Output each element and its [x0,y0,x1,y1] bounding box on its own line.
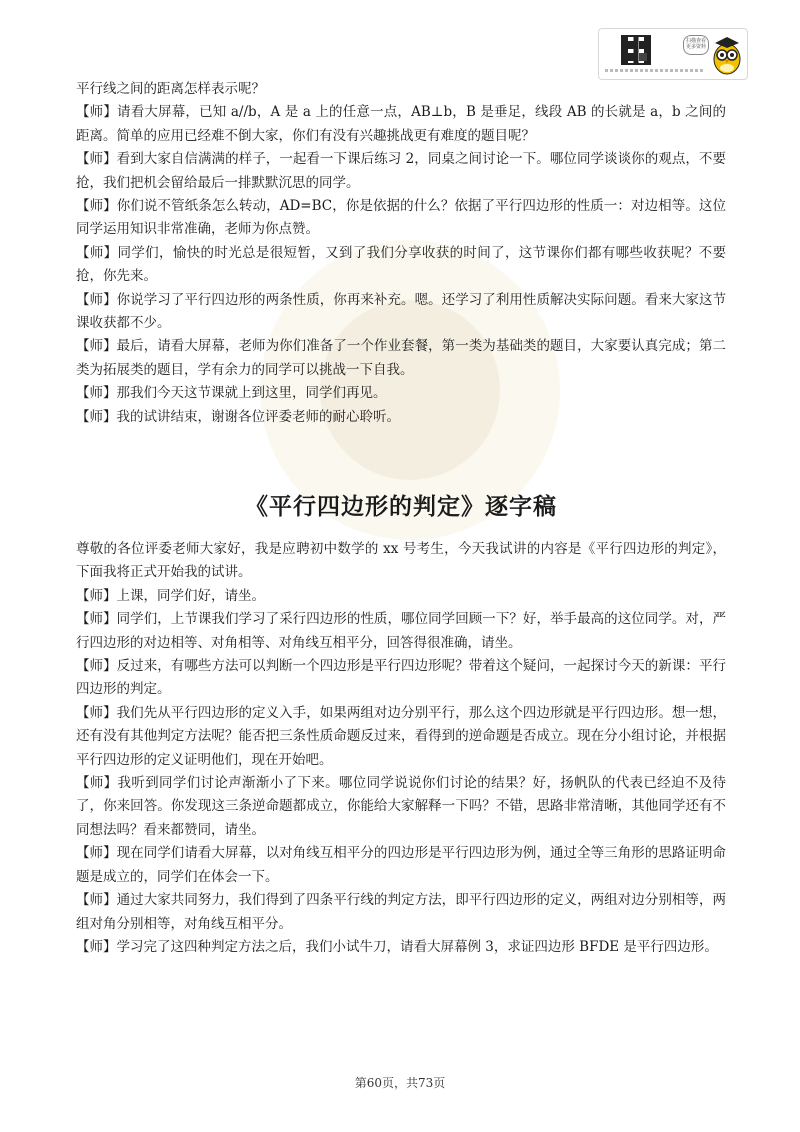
paragraph: 【师】反过来，有哪些方法可以判断一个四边形是平行四边形呢？带着这个疑问，一起探讨今天的新课：平行四边形的判定。 [76,658,726,698]
paragraph: 【师】学习完了这四种判定方法之后，我们小试牛刀，请看大屏幕例 3，求证四边形 BFDE 是平行四边形。 [76,938,718,955]
header-logo-block [598,28,748,80]
paragraph: 【师】上课，同学们好，请坐。 [76,587,265,604]
paragraph: 【师】请看大屏幕，已知 a//b，A 是 a 上的任意一点，AB⊥b，B 是垂足，线段 AB 的长就是 a，b 之间的距离。简单的应用已经难不倒大家，你们有没有兴趣挑战更有难度的题目呢？ [76,104,726,144]
top-text-block [76,78,726,429]
paragraph: 【师】看到大家自信满满的样子，一起看一下课后练习 2，同桌之间讨论一下。哪位同学谈谈你的观点，不要抢，我们把机会留给最后一排默默沉思的同学。 [76,151,726,191]
paragraph: 【师】我们先从平行四边形的定义入手，如果两组对边分别平行，那么这个四边形就是平行四边形。想一想，还有没有其他判定方法呢？能否把三条性质命题反过来，看得到的逆命题是否成立。现在分小组讨论，并根据平行四边形的定义证明他们，现在开始吧。 [76,704,726,768]
paragraph: 【师】通过大家共同努力，我们得到了四条平行线的判定方法，即平行四边形的定义，两组对边分别相等，两组对角分别相等，对角线互相平分。 [76,892,726,932]
paragraph: 【师】同学们，上节课我们学习了采行四边形的性质，哪位同学回顾一下？好，举手最高的这位同学。对，严行四边形的对边相等、对角相等、对角线互相平分，回答得很准确，请坐。 [76,611,726,651]
paragraph: 【师】同学们，愉快的时光总是很短暂，又到了我们分享收获的时间了，这节课你们都有哪些收获呢？不要抢，你先来。 [76,244,726,285]
logo-tagline [605,69,705,72]
owl-mascot-icon [711,33,743,75]
paragraph: 【师】我听到同学们讨论声渐渐小了下来。哪位同学说说你们讨论的结果？好，扬帆队的代表已经迫不及待了，你来回答。你发现这三条逆命题都成立，你能给大家解释一下吗？不错，思路非常清晰，其他同学还有不同想法吗？看来都赞同，请坐。 [76,775,726,838]
speech-bubble: 扫描查看更多资料 [683,35,709,55]
paragraph: 【师】现在同学们请看大屏幕，以对角线互相平分的四边形是平行四边形为例，通过全等三角形的思路证明命题是成立的，同学们在体会一下。 [76,845,726,885]
page-number: 第60页，共73页 [354,1076,446,1090]
paragraph: 【师】你们说不管纸条怎么转动，AD=BC，你是依据的什么？依据了平行四边形的性质一：对边相等。这位同学运用知识非常准确，老师为你点赞。 [76,198,726,238]
qr-code-icon [621,35,651,65]
paragraph: 尊敬的各位评委老师大家好，我是应聘初中数学的 xx 号考生，今天我试讲的内容是《平行四边形的判定》，下面我将正式开始我的试讲。 [76,541,726,581]
bottom-text-block [76,538,726,959]
section-title: 《平行四边形的判定》逐字稿 [245,494,557,520]
paragraph: 【师】最后，请看大屏幕，老师为你们准备了一个作业套餐，第一类为基础类的题目，大家要认真完成；第二类为拓展类的题目，学有余力的同学可以挑战一下自我。 [76,338,726,378]
paragraph: 平行线之间的距离怎样表示呢？ [76,81,265,97]
paragraph: 【师】你说学习了平行四边形的两条性质，你再来补充。嗯。还学习了利用性质解决实际问题。看来大家这节课收获都不少。 [76,291,726,332]
paragraph: 【师】那我们今天这节课就上到这里，同学们再见。 [76,385,387,402]
paragraph: 【师】我的试讲结束，谢谢各位评委老师的耐心聆听。 [76,408,400,425]
